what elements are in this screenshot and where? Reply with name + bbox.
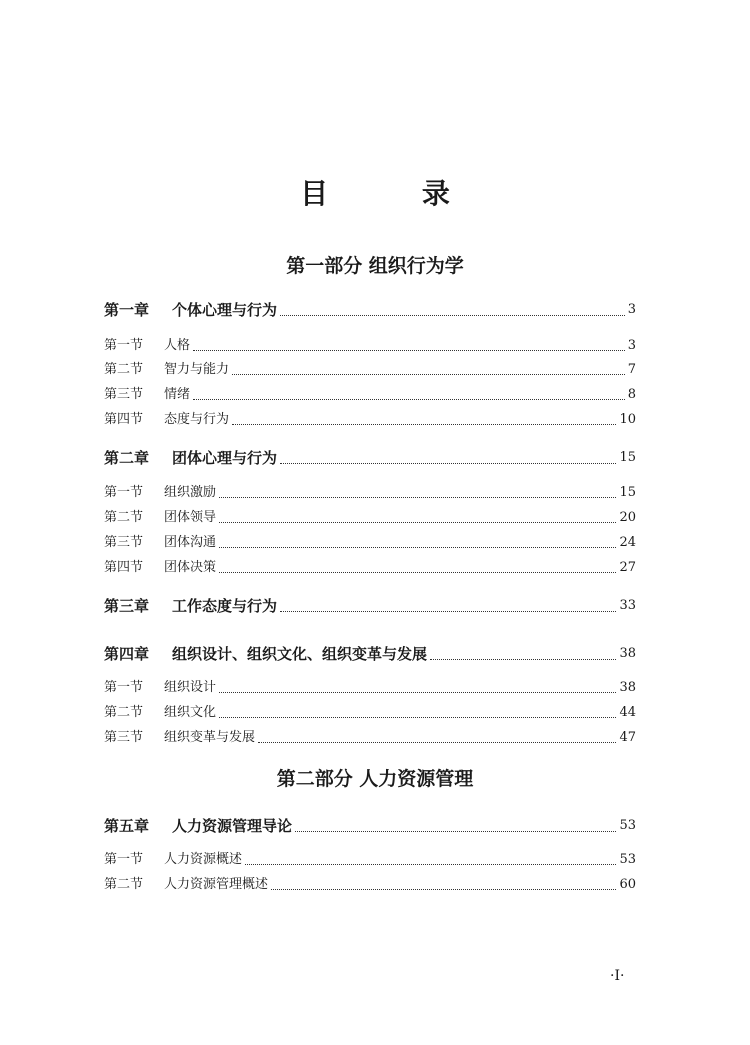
page-ref: 47	[619, 730, 636, 745]
section-number: 第一节	[104, 852, 144, 867]
page-ref: 24	[619, 535, 636, 550]
chapter-number: 第二章	[104, 449, 150, 467]
section-number: 第一节	[104, 485, 144, 500]
leader-dots	[258, 742, 616, 743]
section-title: 人格	[164, 338, 191, 353]
section-title: 团体决策	[164, 560, 217, 575]
toc-chapter-4[interactable]	[104, 643, 636, 665]
page-ref: 53	[619, 818, 636, 833]
leader-dots	[193, 399, 625, 400]
page-ref: 3	[627, 338, 636, 353]
leader-dots	[193, 350, 625, 351]
leader-dots	[219, 692, 616, 693]
section-title: 团体领导	[164, 510, 217, 525]
section-number: 第二节	[104, 705, 144, 720]
chapter-number: 第四章	[104, 645, 150, 663]
toc-chapter-2[interactable]	[104, 447, 636, 469]
leader-dots	[232, 374, 625, 375]
toc-section[interactable]	[104, 336, 636, 356]
page-ref: 53	[619, 852, 636, 867]
leader-dots	[219, 717, 616, 718]
chapter-number: 第三章	[104, 597, 150, 615]
chapter-title: 团体心理与行为	[172, 449, 278, 467]
page-title: 目 录	[300, 177, 492, 210]
toc-section[interactable]	[104, 360, 636, 380]
section-title: 组织设计	[164, 680, 217, 695]
section-number: 第三节	[104, 387, 144, 402]
section-number: 第四节	[104, 560, 144, 575]
leader-dots	[280, 611, 616, 612]
page-ref: 33	[619, 598, 636, 613]
part-title-1: 第一部分 组织行为学	[286, 255, 464, 277]
page-ref: 8	[627, 387, 636, 402]
page-ref: 15	[619, 485, 636, 500]
leader-dots	[280, 463, 616, 464]
page-ref: 27	[619, 560, 636, 575]
section-title: 人力资源管理概述	[164, 877, 269, 892]
section-number: 第二节	[104, 877, 144, 892]
page-ref: 38	[619, 680, 636, 695]
page-number: ·I·	[610, 968, 625, 984]
section-title: 智力与能力	[164, 362, 230, 377]
leader-dots	[219, 522, 616, 523]
leader-dots	[232, 424, 616, 425]
chapter-title: 个体心理与行为	[172, 301, 278, 319]
leader-dots	[219, 572, 616, 573]
leader-dots	[295, 831, 616, 832]
section-title: 团体沟通	[164, 535, 217, 550]
section-title: 人力资源概述	[164, 852, 243, 867]
toc-chapter-1[interactable]	[104, 299, 636, 321]
toc-section[interactable]	[104, 385, 636, 405]
chapter-number: 第一章	[104, 301, 150, 319]
page-ref: 20	[619, 510, 636, 525]
toc-section[interactable]	[104, 728, 636, 748]
toc-section[interactable]	[104, 703, 636, 723]
toc-section[interactable]	[104, 678, 636, 698]
page-ref: 44	[619, 705, 636, 720]
section-number: 第二节	[104, 510, 144, 525]
part-title-2: 第二部分 人力资源管理	[276, 768, 474, 790]
leader-dots	[271, 889, 616, 890]
toc-section[interactable]	[104, 850, 636, 870]
leader-dots	[280, 315, 625, 316]
section-number: 第三节	[104, 535, 144, 550]
leader-dots	[430, 659, 616, 660]
page-ref: 3	[627, 302, 636, 317]
section-number: 第二节	[104, 362, 144, 377]
section-title: 情绪	[164, 387, 191, 402]
section-title: 组织激励	[164, 485, 217, 500]
toc-section[interactable]	[104, 483, 636, 503]
toc-section[interactable]	[104, 533, 636, 553]
page-ref: 15	[619, 450, 636, 465]
chapter-title: 工作态度与行为	[172, 597, 278, 615]
section-title: 组织变革与发展	[164, 730, 256, 745]
leader-dots	[219, 547, 616, 548]
section-number: 第一节	[104, 338, 144, 353]
chapter-number: 第五章	[104, 817, 150, 835]
toc-chapter-3[interactable]	[104, 595, 636, 617]
leader-dots	[245, 864, 616, 865]
section-title: 组织文化	[164, 705, 217, 720]
page-ref: 38	[619, 646, 636, 661]
toc-section[interactable]	[104, 875, 636, 895]
toc-section[interactable]	[104, 508, 636, 528]
section-number: 第三节	[104, 730, 144, 745]
toc-chapter-5[interactable]	[104, 815, 636, 837]
toc-section[interactable]	[104, 410, 636, 430]
leader-dots	[219, 497, 616, 498]
page-ref: 10	[619, 412, 636, 427]
toc-section[interactable]	[104, 558, 636, 578]
chapter-title: 人力资源管理导论	[172, 817, 293, 835]
section-title: 态度与行为	[164, 412, 230, 427]
chapter-title: 组织设计、组织文化、组织变革与发展	[172, 645, 428, 663]
page-ref: 60	[619, 877, 636, 892]
section-number: 第一节	[104, 680, 144, 695]
section-number: 第四节	[104, 412, 144, 427]
page-ref: 7	[627, 362, 636, 377]
